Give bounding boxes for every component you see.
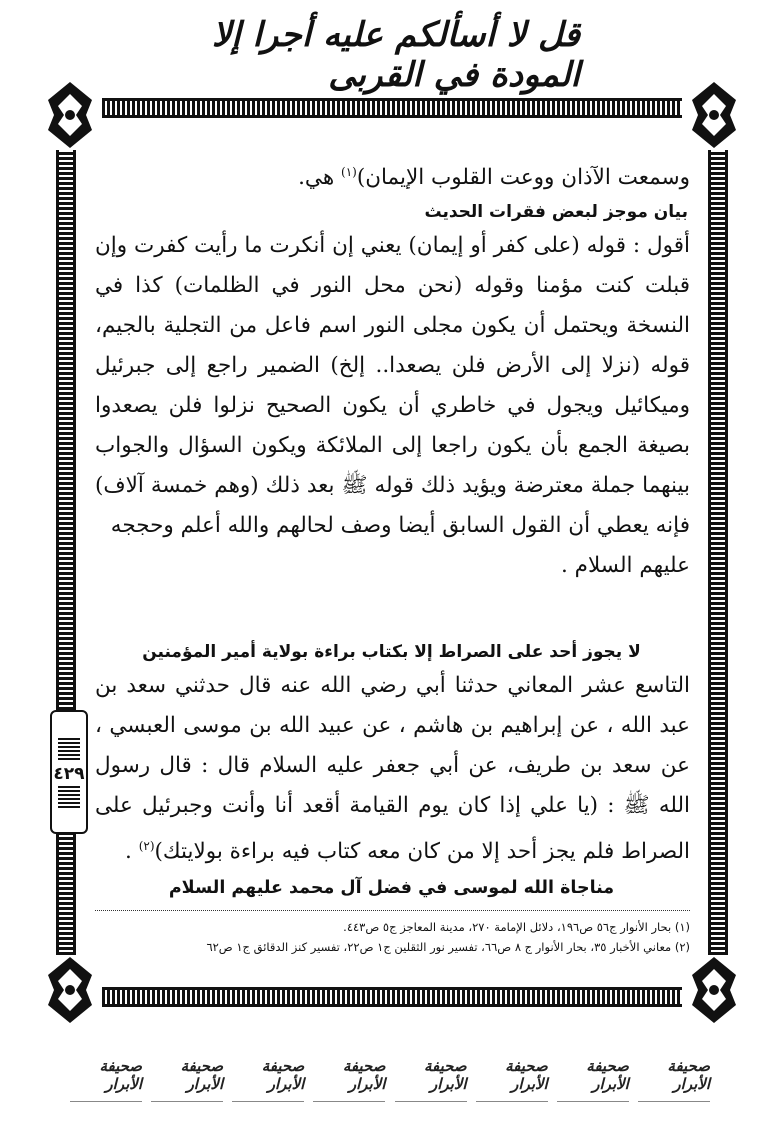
medallion-ornament-icon bbox=[58, 736, 80, 760]
footnote-2: (٢) معاني الأخبار ٣٥، بحار الأنوار ج ٨ ص٦٦، تفسير نور الثقلين ج١ ص٢٢، تفسير كنز الدقائق ج١ ص٦٢ bbox=[206, 940, 690, 955]
page-number: ٤٢٩ bbox=[53, 764, 85, 784]
calligraphy-logo: صحيفة الأبرار bbox=[395, 1049, 467, 1102]
opening-text: وسمعت الآذان ووعت القلوب الإيمان) bbox=[356, 165, 690, 191]
hadith-text: التاسع عشر المعاني حدثنا أبي رضي الله عنه قال حدثني سعد بن عبد الله ، عن إبراهيم بن هاشم ، عن عبيد الله بن موسى العبسي ، عن سعد بن طريف، عن أبي جعفر عليه السلام قال : قال رسول الله ﷺ : (يا علي إذا كان يوم القيامة أقعد أنا وأنت وجبرئيل على الصراط فلم يجز أحد إلا من كان معه كتاب فيه براءة بولايتك) bbox=[95, 673, 690, 865]
frame-corner-ornament-icon bbox=[42, 955, 98, 1025]
footnote-1: (١) بحار الأنوار ج٥٦ ص١٩٦، دلائل الإمامة ٢٧٠، مدينة المعاجز ج٥ ص٤٤٣. bbox=[343, 920, 690, 935]
frame-corner-ornament-icon bbox=[42, 80, 98, 150]
calligraphy-logo: صحيفة الأبرار bbox=[476, 1049, 548, 1102]
bottom-calligraphy-band bbox=[70, 1045, 710, 1105]
calligraphy-logo: صحيفة الأبرار bbox=[638, 1049, 710, 1102]
footnote-ref-2: (٢) bbox=[138, 839, 155, 854]
frame-left-bar bbox=[56, 150, 76, 955]
explanation-paragraph: أقول : قوله (على كفر أو إيمان) يعني إن أنكرت ما رأيت كفرت وإن قبلت كنت مؤمنا وقوله (نحن محل النور في الظلمات) كذا في النسخة ويحتمل أن يكون مجلى النور اسم فاعل من التجلية بالجيم، قوله (نزلا إلى الأرض فلن يصعدا.. إلخ) الضمير راجع إلى جبرئيل وميكائيل ويجول في خاطري أن يكون الصحيح نزلوا فلن يصعدوا بصيغة الجمع بأن يكون راجعا إلى الملائكة ويكون السؤال والجواب بينهما جملة معترضة ويؤيد ذلك قوله ﷺ بعد ذلك (وهم خمسة آلاف) فإنه يعطي أن القول السابق أيضا وصف لحالهم والله أعلم وحججه bbox=[95, 233, 690, 539]
calligraphy-logo: صحيفة الأبرار bbox=[557, 1049, 629, 1102]
opening-line bbox=[95, 152, 690, 198]
calligraphy-logo: صحيفة الأبرار bbox=[151, 1049, 223, 1102]
page-number-medallion bbox=[50, 710, 88, 834]
frame-corner-ornament-icon bbox=[686, 955, 742, 1025]
opening-end: هي. bbox=[298, 165, 341, 191]
hadith-end: . bbox=[125, 839, 139, 865]
frame-top-bar bbox=[102, 98, 682, 118]
section-heading-munajat: مناجاة الله لموسى في فضل آل محمد عليهم السلام bbox=[168, 878, 615, 899]
explanation-closing: عليهم السلام . bbox=[561, 553, 690, 579]
section-heading-sirat: لا يجوز أحد على الصراط إلا بكتاب براءة بولاية أمير المؤمنين bbox=[142, 642, 641, 663]
footnote-ref-1: (١) bbox=[341, 165, 357, 179]
calligraphy-logo: صحيفة الأبرار bbox=[70, 1049, 142, 1102]
hadith-paragraph bbox=[95, 666, 690, 872]
page-header-title: قل لا أسألكم عليه أجرا إلا المودة في القربى bbox=[211, 15, 580, 95]
page-content bbox=[95, 152, 690, 957]
frame-corner-ornament-icon bbox=[686, 80, 742, 150]
frame-right-bar bbox=[708, 150, 728, 955]
calligraphy-logo: صحيفة الأبرار bbox=[313, 1049, 385, 1102]
footnotes-separator bbox=[95, 910, 690, 911]
frame-bottom-bar bbox=[102, 987, 682, 1007]
calligraphy-logo: صحيفة الأبرار bbox=[232, 1049, 304, 1102]
medallion-ornament-icon bbox=[58, 784, 80, 808]
section-heading-explanation: بيان موجز لبعض فقرات الحديث bbox=[424, 202, 688, 223]
